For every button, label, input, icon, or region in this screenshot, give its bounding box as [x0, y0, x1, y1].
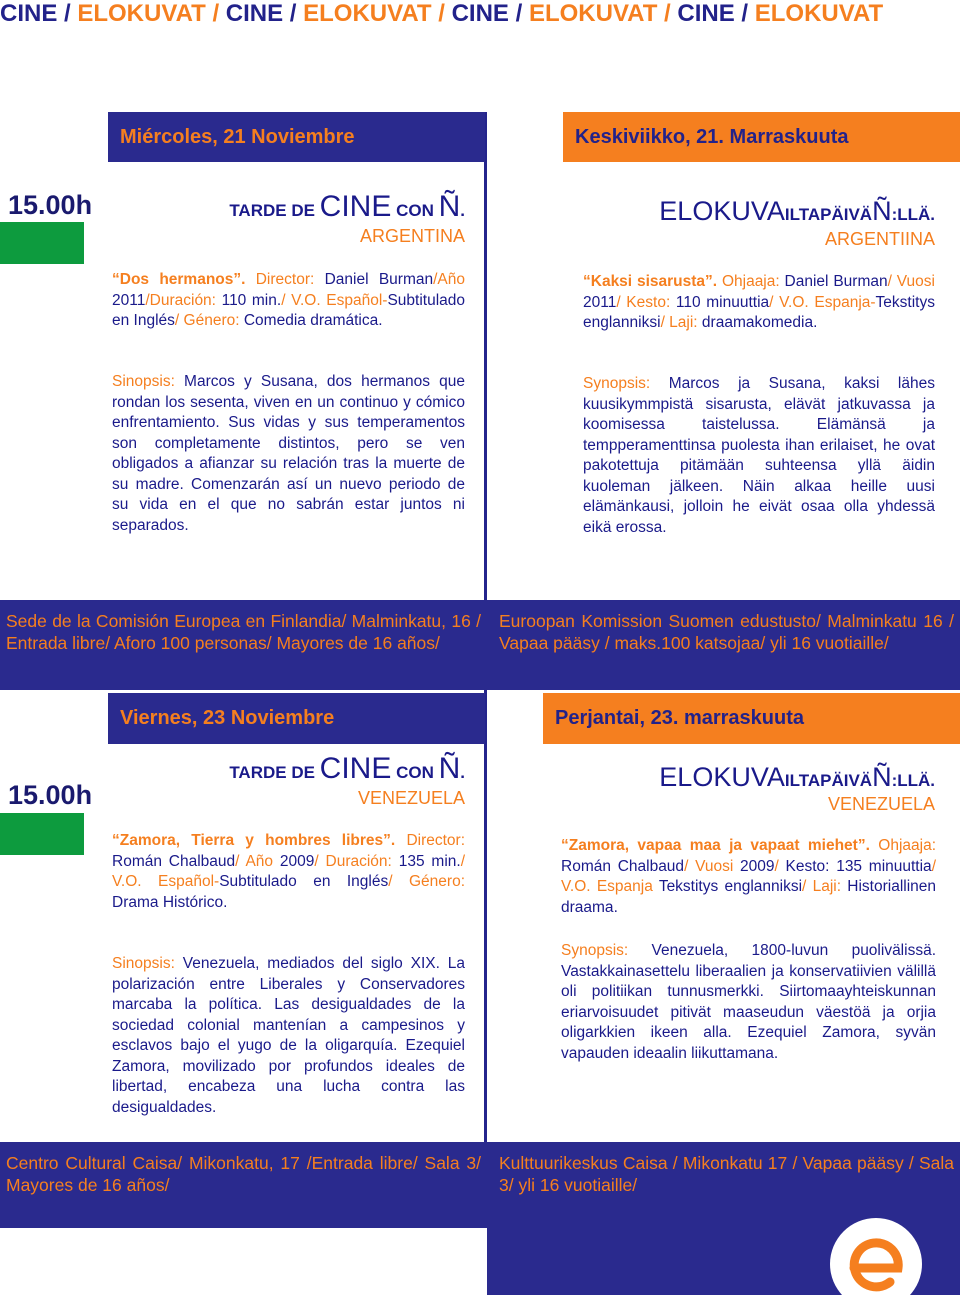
e-logo-icon: [824, 1210, 934, 1295]
header-segment: ELOKUVAT: [754, 0, 884, 27]
program-title-fi: ELOKUVAILTAPÄIVÄÑ:LLÄ.: [659, 762, 935, 792]
synopsis-fi: Synopsis: Marcos ja Susana, kaksi lähes kuusikymmpistä sisarusta, elävät jatkuvassa ja koomisessa taistelussa. Elämänsä ja tempperamenttinsa puolesta ihan erilaiset, he ovat pakotettuja pitämään suhteensa yllä äidin kuoleman jälkeen. Näin alkaa heille uusi elämänkausi, jolloin he eivät osaa olla yhdessä eikä erossa.: [583, 375, 935, 536]
date-es: Miércoles, 21 Noviembre: [120, 125, 355, 148]
green-accent: [0, 813, 84, 855]
header-segment: ELOKUVAT /: [528, 0, 678, 27]
program-title-fi: ELOKUVAILTAPÄIVÄÑ:LLÄ.: [659, 196, 935, 226]
film-credits-es: “Dos hermanos”. Director: Daniel Burman/Año 2011/Duración: 110 min./ V.O. Español-Subtitulado en Inglés/ Género: Comedia dramática.: [112, 271, 465, 329]
header-segment: CINE /: [677, 0, 755, 27]
date-banner-es: [108, 112, 485, 162]
header-segment: ELOKUVAT /: [303, 0, 452, 27]
venue-fi: Kulttuurikeskus Caisa / Mikonkatu 17 / Vapaa pääsy / Sala 3/ yli 16 vuotiaille/: [487, 1142, 960, 1228]
country-es: VENEZUELA: [357, 788, 465, 808]
date-banner-es: [108, 693, 485, 744]
green-accent: [0, 222, 84, 264]
synopsis-es: Sinopsis: Marcos y Susana, dos hermanos que rondan los sesenta, viven en un continuo y cómico enfrentamiento. Sus vidas y sus temperamentos son completamente distintos, pero se ven obligados a afianzar su relación tras la muerte de su madre. Comenzarán así un nuevo periodo de su vida en el que no sabrán estar juntos ni separados.: [112, 373, 466, 534]
film-credits-fi: “Kaksi sisarusta”. Ohjaaja: Daniel Burman/ Vuosi 2011/ Kesto: 110 minuuttia/ V.O. Espanja-Tekstitys englanniksi/ Laji: draamakomedia.: [583, 273, 935, 331]
country-fi: ARGENTIINA: [824, 229, 935, 249]
header-segment: CINE /: [451, 0, 529, 27]
synopsis-fi: Synopsis: Venezuela, 1800-luvun puolivälissä. Vastakkainasettelu liberaalien ja konservatiivien välillä oli politiikan tunnusmerkki. Siirtomaayhteiskunnan eriarvoisuudet pitivät maaseudun väestöä ja orjia oligarkkien ikeen alla. Ezequiel Zamora, syvän vapauden ideaalin liikuttamana.: [561, 942, 937, 1062]
header-segment: ELOKUVAT /: [77, 0, 226, 27]
event-time: 15.00h: [8, 780, 93, 810]
film-credits-es: “Zamora, Tierra y hombres libres”. Director: Román Chalbaud/ Año 2009/ Duración: 135 min./ V.O. Español-Subtitulado en Inglés/ Género: Drama Histórico.: [112, 832, 466, 911]
event-time: 15.00h: [8, 190, 93, 220]
header-segment: CINE /: [0, 0, 78, 27]
country-fi: VENEZUELA: [827, 794, 935, 814]
date-es: Viernes, 23 Noviembre: [120, 707, 335, 729]
header-band: [0, 0, 960, 30]
venue-es: Sede de la Comisión Europea en Finlandia/ Malminkatu, 16 / Entrada libre/ Aforo 100 personas/ Mayores de 16 años/: [0, 600, 487, 690]
venue-fi: Euroopan Komission Suomen edustusto/ Malminkatu 16 / Vapaa pääsy / maks.100 katsojaa/ yli 16 vuotiaille/: [487, 600, 960, 690]
country-es: ARGENTINA: [359, 226, 465, 246]
film-credits-fi: “Zamora, vapaa maa ja vapaat miehet”. Ohjaaja: Román Chalbaud/ Vuosi 2009/ Kesto: 135 minuuttia/ V.O. Espanja Tekstitys englanniksi/ Laji: Historiallinen draama.: [561, 837, 937, 916]
date-fi: Keskiviikko, 21. Marraskuuta: [575, 125, 849, 148]
synopsis-es: Sinopsis: Venezuela, mediados del siglo XIX. La polarización entre Liberales y Conservadores marcaba la política. Las desigualdades de la sociedad colonial mantenían a campesinos y esclavos bajo el yugo de la oligarquía. Ezequiel Zamora, movilizado por profundos ideales de libertad, encabeza una lucha contra las desigualdades.: [112, 955, 465, 1116]
program-title-es: TARDE DE CINE CON Ñ.: [229, 752, 465, 785]
date-fi: Perjantai, 23. marraskuuta: [555, 707, 805, 729]
column-divider: [484, 112, 487, 600]
program-title-es: TARDE DE CINE CON Ñ.: [229, 190, 465, 223]
header-segment: CINE /: [225, 0, 304, 27]
date-banner-fi: [563, 112, 960, 162]
venue-es: Centro Cultural Caisa/ Mikonkatu, 17 /Entrada libre/ Sala 3/ Mayores de 16 años/: [0, 1142, 487, 1228]
date-banner-fi: [543, 693, 960, 744]
